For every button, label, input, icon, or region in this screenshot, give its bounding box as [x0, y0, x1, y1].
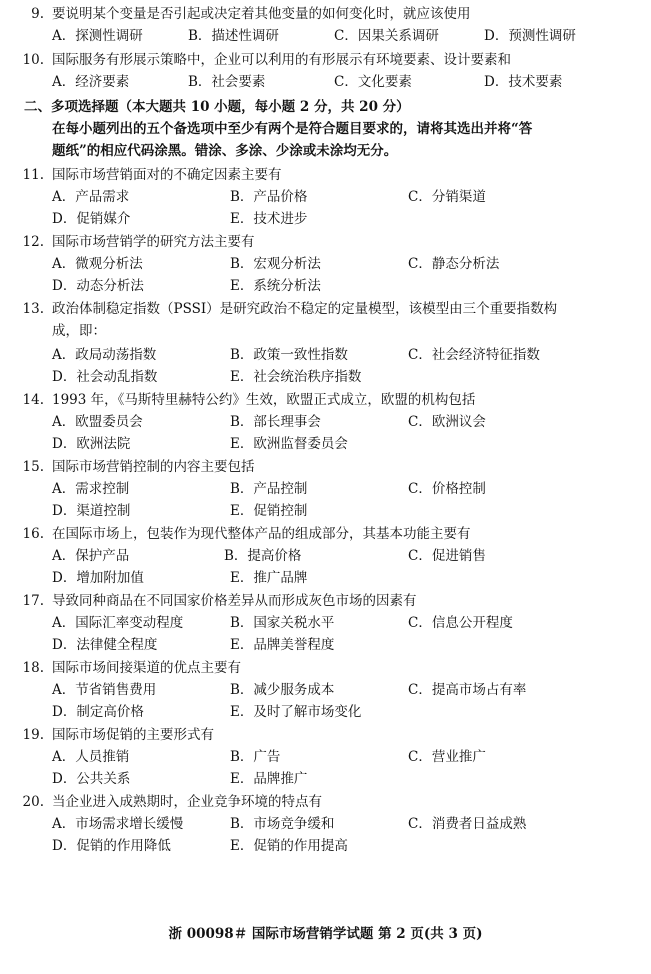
option-d: D．公共关系 [52, 771, 131, 787]
question-number: 13. [22, 301, 44, 317]
option-a: A．保护产品 [52, 548, 130, 564]
option-e: E．促销控制 [230, 503, 308, 519]
question-stem: 1993 年，《马斯特里赫特公约》生效，欧盟正式成立，欧盟的机构包括 [52, 392, 476, 408]
option-b: B．宏观分析法 [230, 256, 321, 272]
option-c: C．信息公开程度 [408, 615, 513, 631]
option-e: E．系统分析法 [230, 278, 321, 294]
option-a: A．国际汇率变动程度 [52, 615, 184, 631]
section-instruction-cont: 题纸”的相应代码涂黑。错涂、多涂、少涂或未涂均无分。 [52, 143, 398, 159]
question-number: 20. [22, 794, 44, 810]
question-number: 15. [22, 459, 44, 475]
option-b: B．社会要素 [188, 74, 266, 90]
section-instruction: 在每小题列出的五个备选项中至少有两个是符合题目要求的，请将其选出并将“答 [52, 121, 533, 137]
option-d: D．动态分析法 [52, 278, 144, 294]
option-b: B．市场竞争缓和 [230, 816, 335, 832]
option-a: A．市场需求增长缓慢 [52, 816, 184, 832]
question-stem: 国际市场营销面对的不确定因素主要有 [52, 167, 282, 183]
option-c: C．价格控制 [408, 481, 486, 497]
option-d: D．增加附加值 [52, 570, 144, 586]
option-c: C．欧洲议会 [408, 414, 486, 430]
option-c: C．消费者日益成熟 [408, 816, 527, 832]
question-stem: 导致同种商品在不同国家价格差异从而形成灰色市场的因素有 [52, 593, 417, 609]
option-a: A．经济要素 [52, 74, 130, 90]
option-b: B．国家关税水平 [230, 615, 335, 631]
option-e: E．品牌美誉程度 [230, 637, 335, 653]
option-c: C．提高市场占有率 [408, 682, 527, 698]
option-e: E．促销的作用提高 [230, 838, 348, 854]
option-d: D．社会动乱指数 [52, 369, 158, 385]
question-stem: 国际市场间接渠道的优点主要有 [52, 660, 241, 676]
question-number: 16. [22, 526, 44, 542]
option-c: C．分销渠道 [408, 189, 486, 205]
option-b: B．政策一致性指数 [230, 347, 348, 363]
question-number: 19. [22, 727, 44, 743]
question-stem: 国际服务有形展示策略中，企业可以利用的有形展示有环境要素、设计要素和 [52, 52, 511, 68]
question-number: 18. [22, 660, 44, 676]
option-d: D．法律健全程度 [52, 637, 158, 653]
option-a: A．政局动荡指数 [52, 347, 157, 363]
question-number: 14. [22, 392, 44, 408]
question-stem: 在国际市场上，包装作为现代整体产品的组成部分，其基本功能主要有 [52, 526, 471, 542]
question-number: 11. [22, 167, 44, 183]
option-c: C．社会经济特征指数 [408, 347, 540, 363]
option-d: D．促销媒介 [52, 211, 131, 227]
option-b: B．减少服务成本 [230, 682, 335, 698]
option-a: A．需求控制 [52, 481, 130, 497]
question-number: 10. [22, 52, 44, 68]
question-stem: 要说明某个变量是否引起或决定着其他变量的如何变化时，就应该使用 [52, 6, 471, 22]
option-b: B．广告 [230, 749, 281, 765]
section-heading: 二、多项选择题（本大题共 10 小题，每小题 2 分，共 20 分） [24, 99, 410, 115]
page-footer: 浙 00098＃ 国际市场营销学试题 第 2 页(共 3 页) [168, 926, 483, 942]
question-number: 17. [22, 593, 44, 609]
option-c: C．静态分析法 [408, 256, 500, 272]
option-b: B．提高价格 [224, 548, 302, 564]
option-c: C．文化要素 [334, 74, 412, 90]
option-c: C．因果关系调研 [334, 28, 439, 44]
option-d: D．欧洲法院 [52, 436, 131, 452]
question-stem: 国际市场促销的主要形式有 [52, 727, 214, 743]
option-d: D．技术要素 [484, 74, 563, 90]
option-c: C．促进销售 [408, 548, 486, 564]
option-a: A．产品需求 [52, 189, 130, 205]
option-a: A．欧盟委员会 [52, 414, 143, 430]
option-e: E．推广品牌 [230, 570, 308, 586]
option-d: D．渠道控制 [52, 503, 131, 519]
option-d: D．预测性调研 [484, 28, 576, 44]
question-stem: 政治体制稳定指数（PSSI）是研究政治不稳定的定量模型，该模型由三个重要指数构 [52, 301, 558, 317]
question-stem: 国际市场营销控制的内容主要包括 [52, 459, 255, 475]
question-stem-cont: 成，即： [52, 323, 106, 339]
option-b: B．产品控制 [230, 481, 308, 497]
option-e: E．品牌推广 [230, 771, 308, 787]
question-number: 9. [31, 6, 44, 22]
option-b: B．产品价格 [230, 189, 308, 205]
option-a: A．人员推销 [52, 749, 130, 765]
option-b: B．描述性调研 [188, 28, 279, 44]
option-a: A．微观分析法 [52, 256, 143, 272]
option-e: E．技术进步 [230, 211, 308, 227]
option-b: B．部长理事会 [230, 414, 321, 430]
option-a: A．探测性调研 [52, 28, 143, 44]
option-e: E．及时了解市场变化 [230, 704, 362, 720]
option-c: C．营业推广 [408, 749, 486, 765]
question-number: 12. [22, 234, 44, 250]
option-e: E．社会统治秩序指数 [230, 369, 362, 385]
option-d: D．促销的作用降低 [52, 838, 171, 854]
question-stem: 国际市场营销学的研究方法主要有 [52, 234, 255, 250]
option-a: A．节省销售费用 [52, 682, 157, 698]
option-e: E．欧洲监督委员会 [230, 436, 348, 452]
option-d: D．制定高价格 [52, 704, 144, 720]
question-stem: 当企业进入成熟期时，企业竞争环境的特点有 [52, 794, 322, 810]
